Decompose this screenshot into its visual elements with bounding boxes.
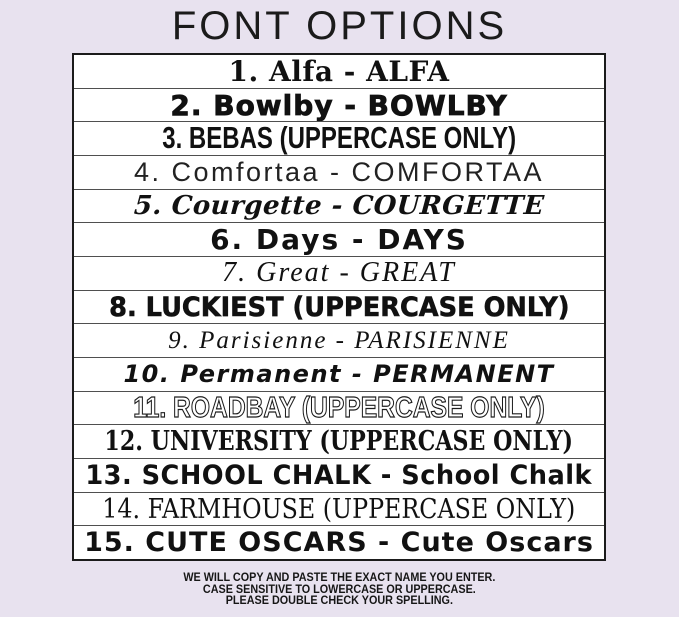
footer-note-text xyxy=(183,572,495,607)
font-row-label: 14. FARMHOUSE (UPPERCASE ONLY) xyxy=(102,493,576,525)
font-row-days xyxy=(74,222,604,256)
footer-line-1: WE WILL COPY AND PASTE THE EXACT NAME YOU ENTER. xyxy=(183,570,496,584)
font-row-university xyxy=(74,424,604,458)
font-row-label: 10. Permanent - PERMANENT xyxy=(123,360,555,389)
font-row-label: 9. Parisienne - PARISIENNE xyxy=(168,326,510,354)
font-row-school-chalk xyxy=(74,458,604,492)
font-row-permanent xyxy=(74,357,604,391)
font-row-label: 7. Great - GREAT xyxy=(222,257,456,289)
font-options-table xyxy=(72,53,606,561)
font-row-label: 3. BEBAS (UPPERCASE ONLY) xyxy=(162,121,516,156)
font-row-label: 15. CUTE OSCARS - Cute Oscars xyxy=(84,527,594,559)
font-row-label: 4. Comfortaa - COMFORTAA xyxy=(133,156,545,187)
footer-line-3: PLEASE DOUBLE CHECK YOUR SPELLING. xyxy=(225,593,454,607)
font-row-label: 5. Courgette - COURGETTE xyxy=(132,191,546,222)
font-row-label: 11. ROADBAY (UPPERCASE ONLY) xyxy=(133,391,545,424)
font-row-roadbay xyxy=(74,391,604,425)
font-row-label: 8. LUCKIEST (UPPERCASE ONLY) xyxy=(108,291,570,323)
font-row-label: 12. UNIVERSITY (UPPERCASE ONLY) xyxy=(104,426,574,458)
font-row-cute-oscars xyxy=(74,525,604,559)
page-title: FONT OPTIONS xyxy=(171,4,508,48)
font-row-farmhouse xyxy=(74,492,604,526)
font-row-luckiest xyxy=(74,290,604,324)
font-row-courgette xyxy=(74,189,604,223)
font-row-label: 2. Bowlby - BOWLBY xyxy=(170,88,508,122)
font-row-label: 13. SCHOOL CHALK - School Chalk xyxy=(85,459,593,491)
font-row-bebas xyxy=(74,121,604,155)
font-row-great xyxy=(74,256,604,290)
footer-line-2: CASE SENSITIVE TO LOWERCASE OR UPPERCASE. xyxy=(203,581,476,596)
font-row-alfa xyxy=(74,55,604,88)
font-row-bowlby xyxy=(74,88,604,122)
font-row-comfortaa xyxy=(74,155,604,189)
font-row-label: 1. Alfa - ALFA xyxy=(228,55,450,88)
footer-note xyxy=(0,572,679,609)
font-row-label: 6. Days - DAYS xyxy=(210,223,468,257)
font-row-parisienne xyxy=(74,323,604,357)
